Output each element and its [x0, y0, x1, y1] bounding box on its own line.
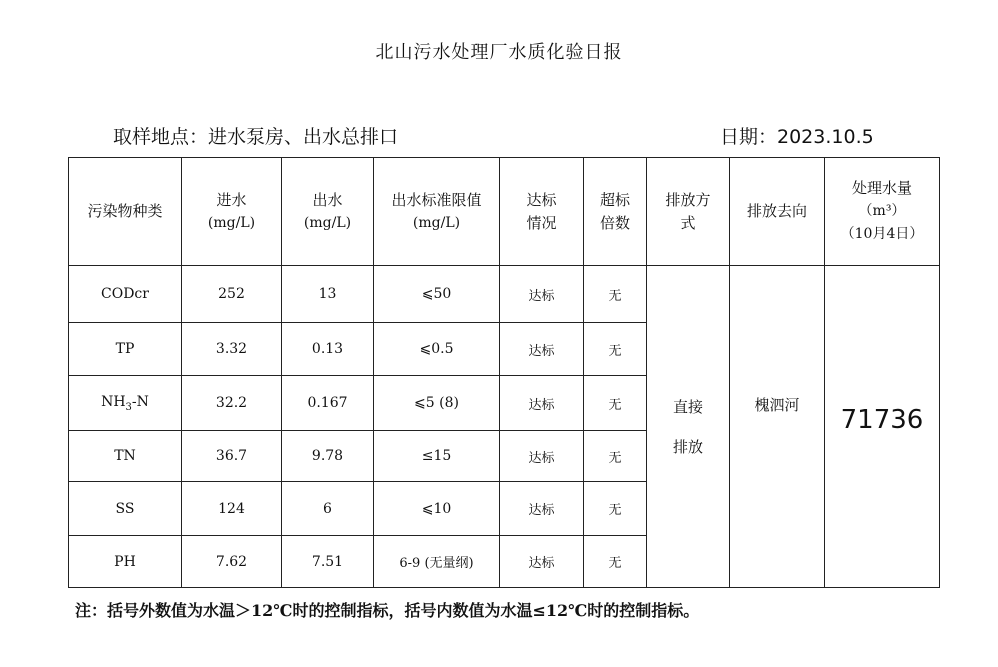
limit-value: ⩽5 (8) — [374, 376, 500, 431]
effluent-value: 0.167 — [282, 376, 374, 431]
exceed-multiple: 无 — [584, 323, 647, 376]
header-influent: 进水 (mg/L) — [182, 158, 282, 266]
compliance-status: 达标 — [500, 376, 584, 431]
sampling-location: 取样地点：进水泵房、出水总排口 — [113, 126, 399, 148]
header-exceed: 超标 倍数 — [584, 158, 647, 266]
report-date: 日期：2023.10.5 — [720, 126, 874, 148]
header-discharge-method: 排放方 式 — [647, 158, 730, 266]
header-row — [69, 158, 940, 266]
exceed-multiple: 无 — [584, 536, 647, 588]
exceed-multiple: 无 — [584, 431, 647, 482]
pollutant-name: CODcr — [69, 266, 182, 323]
pollutant-name: TN — [69, 431, 182, 482]
pollutant-name: PH — [69, 536, 182, 588]
table-row — [69, 266, 940, 323]
compliance-status: 达标 — [500, 536, 584, 588]
exceed-multiple: 无 — [584, 266, 647, 323]
discharge-destination: 槐泗河 — [730, 266, 825, 588]
header-discharge-dest: 排放去向 — [730, 158, 825, 266]
influent-value: 124 — [182, 482, 282, 536]
pollutant-name: SS — [69, 482, 182, 536]
limit-value: ⩽10 — [374, 482, 500, 536]
influent-value: 252 — [182, 266, 282, 323]
report-title: 北山污水处理厂水质化验日报 — [375, 42, 623, 63]
effluent-value: 0.13 — [282, 323, 374, 376]
influent-value: 36.7 — [182, 431, 282, 482]
compliance-status: 达标 — [500, 323, 584, 376]
limit-value: ≤15 — [374, 431, 500, 482]
footnote: 注：括号外数值为水温＞12℃时的控制指标，括号内数值为水温≤12℃时的控制指标。 — [75, 601, 700, 620]
effluent-value: 6 — [282, 482, 374, 536]
compliance-status: 达标 — [500, 482, 584, 536]
treated-volume: 71736 — [825, 266, 940, 588]
effluent-value: 9.78 — [282, 431, 374, 482]
influent-value: 7.62 — [182, 536, 282, 588]
water-quality-table — [68, 157, 940, 588]
limit-value: ⩽0.5 — [374, 323, 500, 376]
influent-value: 32.2 — [182, 376, 282, 431]
header-compliance: 达标 情况 — [500, 158, 584, 266]
influent-value: 3.32 — [182, 323, 282, 376]
header-effluent: 出水 (mg/L) — [282, 158, 374, 266]
header-limit: 出水标准限值 (mg/L) — [374, 158, 500, 266]
exceed-multiple: 无 — [584, 376, 647, 431]
header-type: 污染物种类 — [69, 158, 182, 266]
effluent-value: 13 — [282, 266, 374, 323]
compliance-status: 达标 — [500, 431, 584, 482]
header-volume: 处理水量 （m³） （10月4日） — [825, 158, 940, 266]
discharge-method-cell: 直接 排放 — [647, 266, 730, 588]
pollutant-name: $NH_3-N$ — [69, 376, 182, 431]
compliance-status: 达标 — [500, 266, 584, 323]
limit-value: 6-9 (无量纲) — [374, 536, 500, 588]
pollutant-name: TP — [69, 323, 182, 376]
effluent-value: 7.51 — [282, 536, 374, 588]
limit-value: ⩽50 — [374, 266, 500, 323]
exceed-multiple: 无 — [584, 482, 647, 536]
